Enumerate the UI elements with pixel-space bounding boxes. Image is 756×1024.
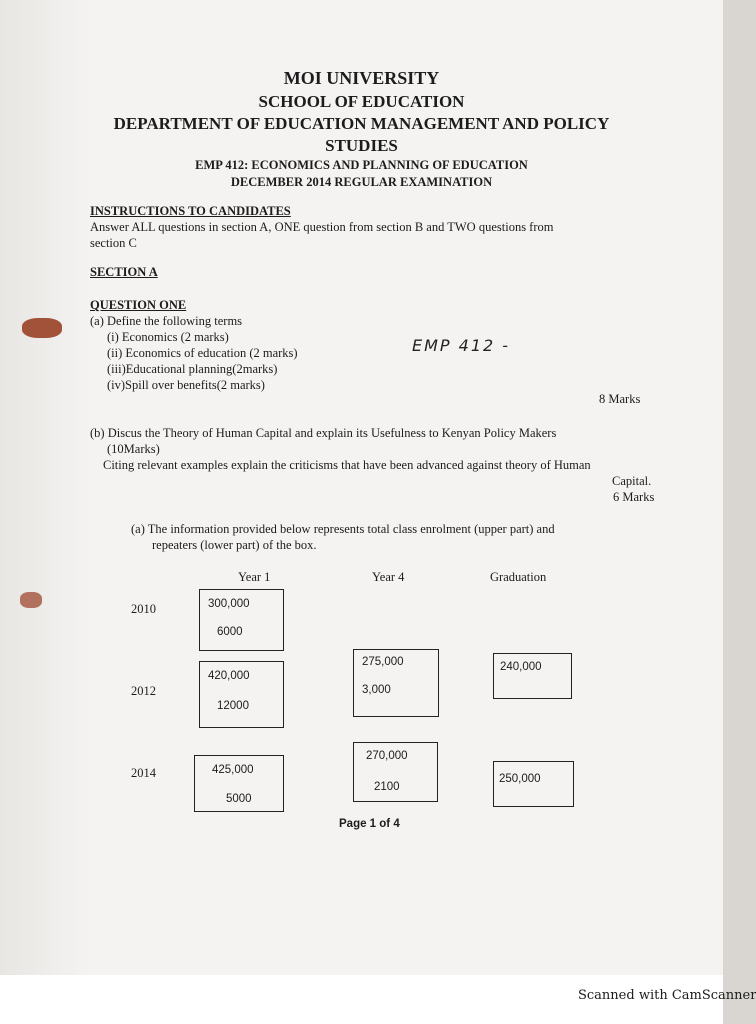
page-number: Page 1 of 4 [339,818,400,830]
col-header-graduation: Graduation [490,570,547,584]
department-title-line2: STUDIES [325,136,398,155]
question-part-d-line1: (a) The information provided below represents total class enrolment (upper part) and [131,522,555,536]
part-c-marks: 6 Marks [613,490,655,504]
graduation-value: 250,000 [499,773,541,785]
question-part-b: (b) Discus the Theory of Human Capital and explain its Usefulness to Kenyan Policy Makers [90,426,557,440]
row-year-label: 2012 [131,684,156,698]
year4-box [353,649,439,717]
instructions-heading: INSTRUCTIONS TO CANDIDATES [90,204,291,218]
enrolment-value: 420,000 [208,670,250,682]
ink-stain [22,318,62,338]
section-a-heading: SECTION A [90,265,158,279]
repeaters-value: 5000 [226,793,252,805]
exam-title: DECEMBER 2014 REGULAR EXAMINATION [230,175,493,189]
scanner-watermark: Scanned with CamScanner [578,988,756,1003]
question-part-c-line2: Capital. [612,474,652,488]
school-title: SCHOOL OF EDUCATION [258,92,465,111]
university-title: MOI UNIVERSITY [283,68,440,88]
col-header-year4: Year 4 [372,570,405,584]
question-part-a: (a) Define the following terms [90,314,243,328]
enrolment-value: 300,000 [208,598,250,610]
enrolment-value: 425,000 [212,764,254,776]
question-part-c-line1: Citing relevant examples explain the criticisms that have been advanced against theory of Human [103,458,591,472]
course-title: EMP 412: ECONOMICS AND PLANNING OF EDUCATION [195,158,528,172]
definition-item: (iii)Educational planning(2marks) [107,362,278,376]
repeaters-value: 2100 [374,781,400,793]
part-a-marks: 8 Marks [599,392,641,406]
instructions-line2: section C [90,236,137,250]
handwritten-note: EMP 412 - [412,336,511,355]
repeaters-value: 3,000 [362,684,391,696]
enrolment-value: 275,000 [362,656,404,668]
question-part-d-line2: repeaters (lower part) of the box. [152,538,317,552]
enrolment-value: 270,000 [366,750,408,762]
ink-stain [20,592,42,608]
department-title-line1: DEPARTMENT OF EDUCATION MANAGEMENT AND POLICY [113,114,610,133]
definition-item: (iv)Spill over benefits(2 marks) [107,378,265,392]
repeaters-value: 12000 [217,700,249,712]
year1-box [199,589,284,651]
row-year-label: 2010 [131,602,156,616]
year1-box [194,755,284,812]
definition-item: (i) Economics (2 marks) [107,330,229,344]
graduation-value: 240,000 [500,661,542,673]
graduation-box [493,761,574,807]
repeaters-value: 6000 [217,626,243,638]
part-b-marks: (10Marks) [107,442,160,456]
definition-item: (ii) Economics of education (2 marks) [107,346,298,360]
year1-box [199,661,284,728]
question-one-heading: QUESTION ONE [90,298,187,312]
graduation-box [493,653,572,699]
col-header-year1: Year 1 [238,570,271,584]
instructions-line1: Answer ALL questions in section A, ONE question from section B and TWO questions from [90,220,554,234]
year4-box [353,742,438,802]
row-year-label: 2014 [131,766,156,780]
